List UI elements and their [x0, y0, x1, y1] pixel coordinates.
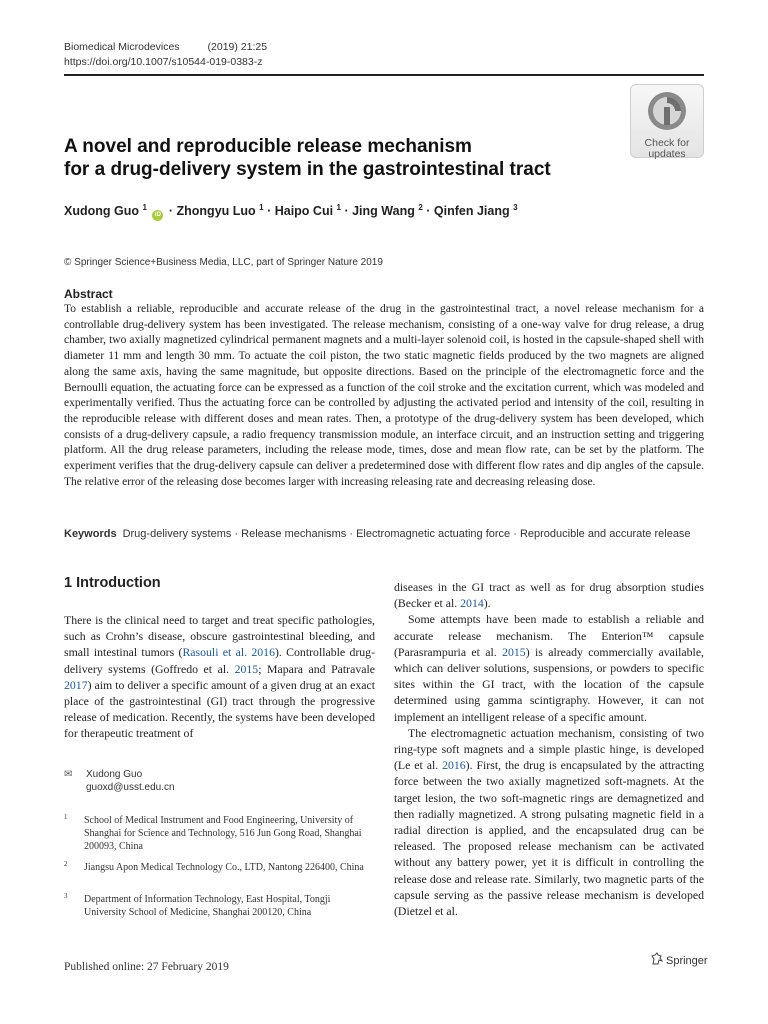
springer-horse-icon: [650, 952, 664, 966]
journal-volume: (2019) 21:25: [207, 41, 268, 53]
section-heading-introduction: 1 Introduction: [64, 575, 161, 591]
text-run: ) aim to deliver a specific amount of a given drug at an exact place of the gastrointestinal (GI) tract through the progressive release of medication. Recently, the systems have been developed for therapeutic treatment of: [64, 677, 375, 741]
affiliation-text: School of Medical Instrument and Food Engineering, University of Shanghai for Science and Technology, 516 Jun Gong Road, Shanghai 200093, China: [84, 815, 362, 852]
corresponding-author: Xudong Guo: [86, 769, 143, 780]
affiliation: [64, 814, 375, 853]
badge-line-2: updates: [648, 148, 686, 160]
copyright-notice: © Springer Science+Business Media, LLC, part of Springer Nature 2019: [64, 257, 383, 268]
citation-link[interactable]: 2017: [64, 677, 88, 692]
paragraph: [394, 579, 704, 611]
paragraph: [394, 725, 704, 919]
check-updates-icon: [645, 89, 689, 133]
title-line-1: A novel and reproducible release mechanism: [64, 136, 472, 157]
keywords-text: Drug-delivery systems · Release mechanisms · Electromagnetic actuating force · Reproducible and accurate release: [122, 528, 691, 540]
text-run: ).: [483, 596, 491, 611]
text-run: The electromagnetic actuation mechanism, consisting of two ring-type soft magnets and a simple plastic hinge, is developed (Le et al.: [394, 725, 704, 773]
author-name[interactable]: Jing Wang: [352, 204, 415, 219]
doi-link[interactable]: https://doi.org/10.1007/s10544-019-0383-z: [64, 56, 263, 68]
text-run: There is the clinical need to target and treat specific pathologies, such as Crohn’s disease, obscure gastrointestinal bleeding, and small intestinal tumors (: [64, 613, 375, 660]
citation-link[interactable]: Rasouli et al. 2016: [182, 645, 275, 660]
badge-line-1: Check for: [644, 137, 690, 149]
email-link[interactable]: guoxd@usst.edu.cn: [86, 782, 175, 793]
affiliation-number: 1: [64, 813, 68, 821]
paragraph: [394, 611, 704, 724]
abstract-heading: Abstract: [64, 287, 113, 301]
author-list: Xudong Guo $^1$ iD · Zhongyu Luo $^1$ · Haipo Cui $^1$ · Jing Wang $^2$ · Qinfen Jiang $^3$: [64, 203, 518, 221]
text-run: Some attempts have been made to establish a reliable and accurate release mechanism. The Enterion™ capsule (Parasrampuria et al.: [394, 612, 704, 659]
author-affiliation-ref: 3: [513, 203, 518, 212]
affiliation: [64, 861, 375, 874]
author-name[interactable]: Haipo Cui: [274, 204, 334, 219]
intro-column-left: [64, 612, 375, 742]
keywords-section: [64, 528, 704, 540]
citation-link[interactable]: 2015: [502, 644, 526, 659]
author-name[interactable]: Qinfen Jiang: [433, 204, 510, 219]
affiliation-number: 2: [64, 860, 68, 868]
citation-link[interactable]: 2015: [234, 661, 259, 676]
author-name[interactable]: Zhongyu Luo: [176, 204, 256, 219]
author-affiliation-ref: 1: [259, 203, 264, 212]
publisher-name: Springer: [666, 955, 708, 967]
affiliation-number: 3: [64, 892, 68, 900]
abstract-text: To establish a reliable, reproducible and accurate release of the drug in the gastrointestinal tract, a novel release mechanism for a controllable drug-delivery system has been investigated. The release mechanism, consisting of a one-way valve for drug release, a drug chamber, two axially magnetized cylindrical permanent magnets and a multi-layer solenoid coil, is hosted in the capsule-shaped shell with diameter 11 mm and length 30 mm. To actuate the coil piston, the two static magnetic fields produced by the two magnets are aligned along the same axis, having the same magnitude, but opposite directions. Based on the principle of the electromagnetic force and the Bernoulli equation, the actuating force can be expressed as a function of the coil stroke and the excitation current, which was modeled and experimentally verified. Thus the actuating force can be controlled by adjusting the activated period and intensity of the coil, resulting in the reproducible release with different doses and mean rates. Then, a prototype of the drug-delivery system has been developed, which consists of a drug-delivery capsule, a radio frequency transmission module, an interface circuit, and an instruction setting and triggering platform. All the drug release parameters, including the release mode, times, dose and mean flow rate, can be set by the platform. The experiment verifies that the drug-delivery capsule can deliver a predetermined dose with different flow rates and dip angles of the capsule. The relative error of the releasing dose becomes larger with increasing releasing rate and decreasing releasing dose.: [64, 303, 704, 488]
intro-column-right: [394, 579, 704, 919]
header-rule: [64, 74, 704, 76]
author-affiliation-ref: 2: [418, 203, 423, 212]
keywords-heading: Keywords: [64, 528, 117, 540]
affiliation: [64, 893, 375, 919]
citation-link[interactable]: 2016: [442, 758, 466, 773]
paragraph: [64, 612, 375, 742]
text-run: diseases in the GI tract as well as for drug absorption studies (Becker et al.: [394, 580, 704, 611]
journal-header: [64, 41, 267, 53]
title-line-2: for a drug-delivery system in the gastrointestinal tract: [64, 159, 551, 180]
correspondence-block: [64, 768, 175, 794]
text-run: ; Mapara and Patravale: [258, 661, 375, 676]
article-title: [64, 135, 624, 181]
text-run: ). First, the drug is encapsulated by the attracting force between the two axially magnetized soft-magnets. At the target lesion, the two soft-magnetic rings are demagnetized and then radially magnetized. A strong pulsating magnetic field in a radial direction is applied, and the encapsulated drug can be released. The proposed release mechanism can be activated without any battery power, yet it is difficult in controlling the release dose and release rate. Similarly, two magnetic parts of the capsule serving as the passive release mechanism is developed (Dietzel et al.: [394, 758, 704, 919]
author-affiliation-ref: 1: [336, 203, 341, 212]
author-affiliation-ref: 1: [142, 203, 147, 212]
check-for-updates-badge[interactable]: [630, 84, 704, 158]
journal-name: Biomedical Microdevices: [64, 41, 180, 53]
affiliation-text: Jiangsu Apon Medical Technology Co., LTD, Nantong 226400, China: [84, 862, 364, 873]
text-run: ). Controllable drug-delivery systems (Goffredo et al.: [64, 645, 376, 676]
envelope-icon: ✉: [64, 769, 73, 780]
published-date: Published online: 27 February 2019: [64, 961, 229, 973]
publisher-logo: [650, 952, 708, 967]
affiliation-text: Department of Information Technology, East Hospital, Tongji University School of Medicine, Shanghai 200120, China: [84, 894, 331, 918]
orcid-icon[interactable]: iD: [152, 210, 163, 221]
citation-link[interactable]: 2014: [460, 596, 484, 611]
author-name[interactable]: Xudong Guo: [64, 204, 139, 219]
text-run: ) is already commercially available, which can deliver solutions, suspensions, or powders to specific sites within the GI tract, with the location of the capsule determined using gamma scintigraphy. However, it can not implement an intelligent release of a specific amount.: [394, 644, 705, 724]
